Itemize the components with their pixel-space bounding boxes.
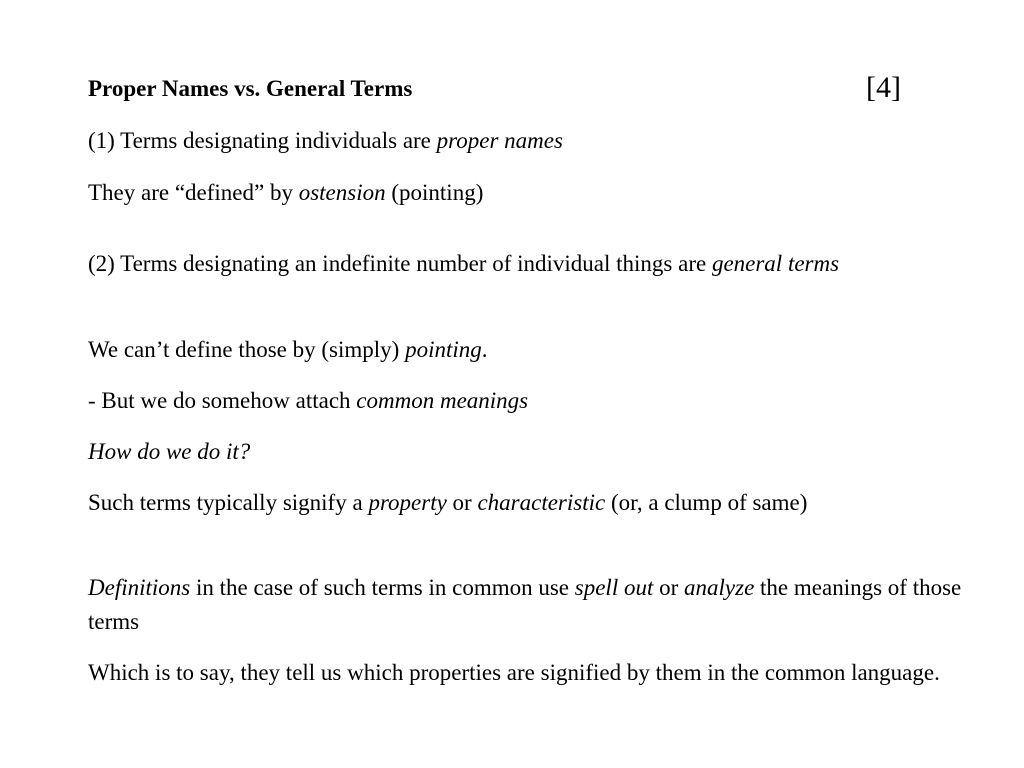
paragraph-pointing: [88, 333, 968, 367]
body-text: the meanings of those terms: [88, 575, 962, 634]
paragraph-question: [88, 435, 968, 469]
body-text: Such terms typically signify a: [88, 490, 369, 515]
paragraph-general-terms: [88, 247, 968, 281]
body-text: - But we do somehow attach: [88, 388, 357, 413]
slide-title: Proper Names vs. General Terms: [88, 76, 413, 101]
paragraph-ostension: [88, 176, 968, 210]
body-text: Which is to say, they tell us which properties are signified by them in the common language.: [88, 660, 940, 685]
body-text: They are “defined” by: [88, 180, 299, 205]
emphasis-text: property: [368, 490, 447, 515]
body-text: in the case of such terms in common use: [190, 575, 575, 600]
body-text: We can’t define those by (simply): [88, 337, 406, 362]
emphasis-text: Definitions: [88, 575, 191, 600]
emphasis-text: characteristic: [477, 490, 606, 515]
body-text: (or, a clump of same): [605, 490, 808, 515]
emphasis-text: How do we do it?: [88, 439, 251, 464]
body-text: or: [446, 490, 478, 515]
emphasis-text: ostension: [298, 180, 386, 205]
slide-number: [4]: [866, 71, 901, 104]
emphasis-text: analyze: [684, 575, 755, 600]
body-text: (1) Terms designating individuals are: [88, 128, 437, 153]
body-text: .: [481, 337, 488, 362]
emphasis-text: general terms: [711, 251, 840, 276]
paragraph-which-is-to-say: [88, 656, 968, 690]
paragraph-common-meanings: [88, 384, 968, 418]
emphasis-text: proper names: [436, 128, 563, 153]
emphasis-text: spell out: [574, 575, 654, 600]
body-text: (2) Terms designating an indefinite number of individual things are: [88, 251, 712, 276]
emphasis-text: common meanings: [356, 388, 529, 413]
emphasis-text: pointing: [405, 337, 482, 362]
paragraph-proper-names: [88, 124, 968, 158]
body-text: or: [653, 575, 685, 600]
paragraph-definitions: [88, 571, 968, 639]
body-text: (pointing): [385, 180, 484, 205]
paragraph-property: [88, 486, 968, 520]
